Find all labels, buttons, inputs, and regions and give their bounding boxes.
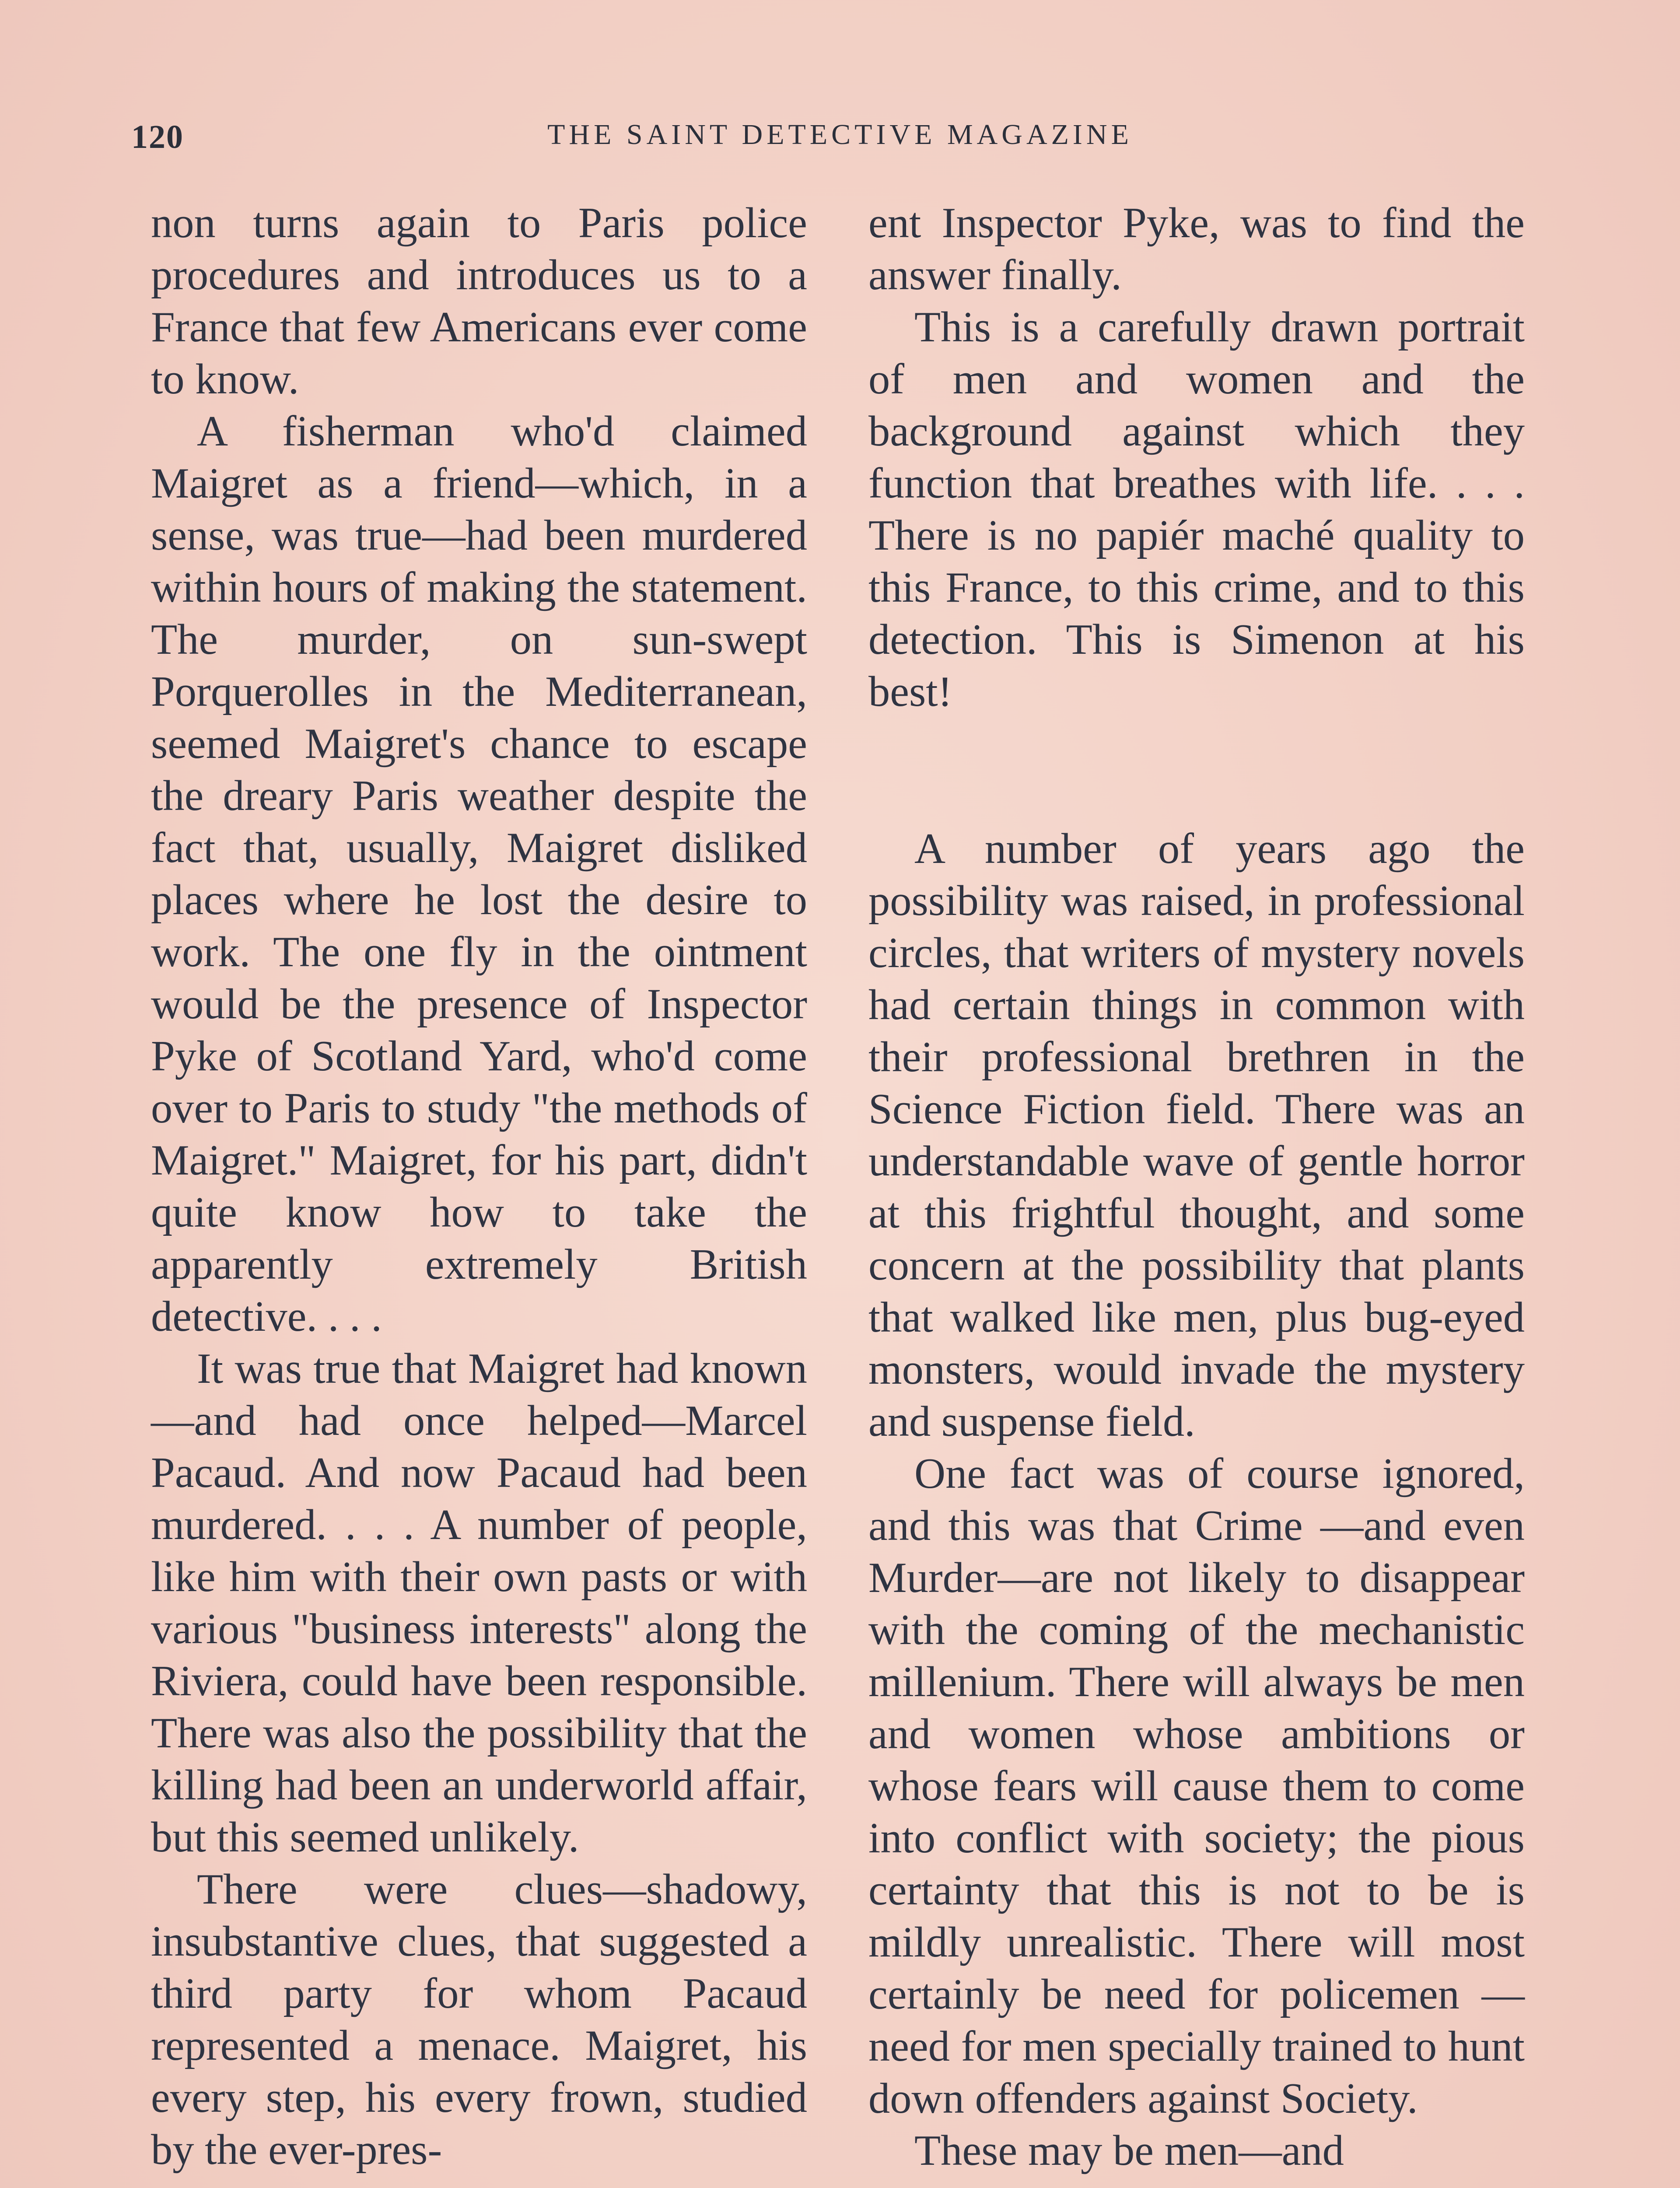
paragraph: A fisherman who'd claimed Maigret as a friend—which, in a sense, was true—had been murdered within hours of making the statement. The murder, on sun-swept Porquerolles in the Mediterranean, seemed Maigret's chance to escape the dreary Paris weather despite the fact that, usually, Maigret disliked places where he lost the desire to work. The one fly in the ointment would be the presence of Inspector Pyke of Scotland Yard, who'd come over to Paris to study "the methods of Maigret." Maigret, for his part, didn't quite know how to take the apparently extremely British detective. . . .	[151, 407, 807, 1340]
paragraph: ent Inspector Pyke, was to find the answer finally.	[868, 199, 1525, 299]
section-paragraph: A number of years ago the possibility was raised, in professional circles, that writers of mystery novels had certain things in common with their professional brethren in the Science Fiction field. There was an understandable wave of gentle horror at this frightful thought, and some concern at the possibility that plants that walked like men, plus bug-eyed monsters, would invade the mystery and suspense field.	[868, 825, 1525, 1445]
paragraph: These may be men—and	[914, 2127, 1344, 2174]
paragraph: This is a carefully drawn portrait of men and women and the background against which they function that breathes with life. . . . There is no papiér maché quality to this France, to this crime, and to this detection. This is Simenon at his best!	[868, 303, 1525, 715]
paragraph: non turns again to Paris police procedures and introduces us to a France that few Americans ever come to know.	[151, 199, 807, 403]
running-head	[131, 118, 1549, 171]
paragraph: One fact was of course ignored, and this was that Crime —and even Murder—are not likely to disappear with the coming of the mechanistic millenium. There will always be men and women whose ambitions or whose fears will cause them to come into conflict with society; the pious certainty that this is not to be is mildly unrealistic. There will most certainly be need for policemen —need for men specially trained to hunt down offenders against Society.	[868, 1450, 1525, 2122]
paragraph: It was true that Maigret had known—and had once helped—Marcel Pacaud. And now Pacaud had been murdered. . . . A number of people, like him with their own pasts or with various "business interests" along the Riviera, could have been responsible. There was also the possibility that the killing had been an underworld affair, but this seemed unlikely.	[151, 1345, 807, 1861]
left-column	[151, 197, 807, 2176]
magazine-title: THE SAINT DETECTIVE MAGAZINE	[547, 119, 1133, 151]
paragraph: There were clues—shadowy, insubstantive clues, that suggested a third party for whom Pacaud represented a menace. Maigret, his every step, his every frown, studied by the ever-pres-	[151, 1865, 807, 2174]
page-number: 120	[131, 119, 184, 155]
right-column	[868, 197, 1525, 2177]
